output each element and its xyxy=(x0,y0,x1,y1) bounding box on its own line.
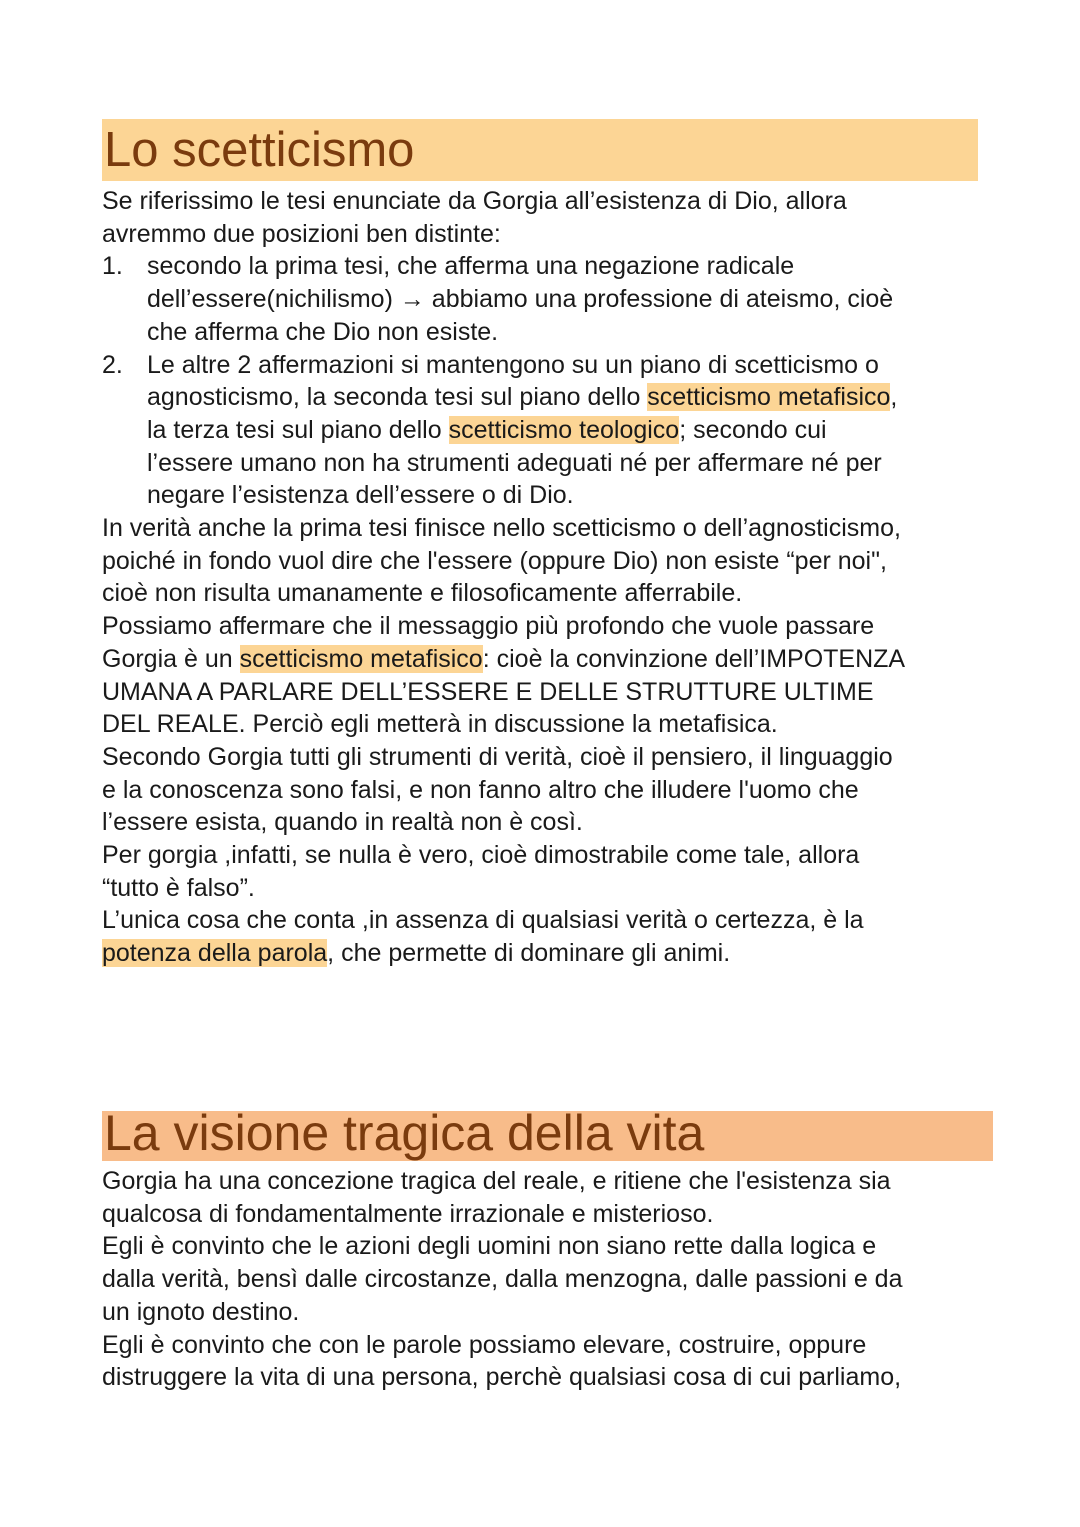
text-line xyxy=(102,937,1002,970)
text-line: qualcosa di fondamentalmente irrazionale e misterioso. xyxy=(102,1199,714,1228)
text-run: Gorgia è un xyxy=(102,644,240,673)
text-line: In verità anche la prima tesi finisce nello scetticismo o dell’agnosticismo, xyxy=(102,514,901,543)
text-line: poiché in fondo vuol dire che l'essere (oppure Dio) non esiste “per noi", xyxy=(102,546,887,575)
text-run: ; secondo cui xyxy=(679,415,827,444)
list-item xyxy=(102,250,1002,348)
section-body-scetticismo xyxy=(102,185,1002,970)
text-run: , che permette di dominare gli animi. xyxy=(327,939,731,968)
text-line: Egli è convinto che le azioni degli uomini non siano rette dalla logica e xyxy=(102,1232,877,1261)
text-line: negare l’esistenza dell’essere o di Dio. xyxy=(147,481,574,510)
numbered-list xyxy=(102,250,1002,512)
text-line: Per gorgia ,infatti, se nulla è vero, cioè dimostrabile come tale, allora xyxy=(102,841,860,870)
text-line: “tutto è falso”. xyxy=(102,873,255,902)
text-line: l’essere esista, quando in realtà non è così. xyxy=(102,808,583,837)
list-item xyxy=(102,349,1002,513)
text-line: un ignoto destino. xyxy=(102,1297,300,1326)
text-line: secondo la prima tesi, che afferma una negazione radicale xyxy=(147,252,795,281)
text-line: UMANA A PARLARE DELL’ESSERE E DELLE STRUTTURE ULTIME xyxy=(102,677,874,706)
text-run: agnosticismo, la seconda tesi sul piano dello xyxy=(147,383,648,412)
text-line: Egli è convinto che con le parole possiamo elevare, costruire, oppure xyxy=(102,1330,867,1359)
text-line: dalla verità, bensì dalle circostanze, dalla menzogna, dalle passioni e da xyxy=(102,1265,903,1294)
text-line: Le altre 2 affermazioni si mantengono su un piano di scetticismo o xyxy=(147,350,879,379)
section-title-visione-tragica: La visione tragica della vita xyxy=(102,1111,993,1161)
text-line: distruggere la vita di una persona, perchè qualsiasi cosa di cui parliamo, xyxy=(102,1363,902,1392)
highlight-scetticismo-metafisico-2: scetticismo metafisico xyxy=(239,644,483,673)
text-line: DEL REALE. Perciò egli metterà in discussione la metafisica. xyxy=(102,710,778,739)
text-line: cioè non risulta umanamente e filosoficamente afferrabile. xyxy=(102,579,743,608)
text-line: dell’essere(nichilismo) → abbiamo una professione di ateismo, cioè xyxy=(147,285,894,314)
text-line: Secondo Gorgia tutti gli strumenti di verità, cioè il pensiero, il linguaggio xyxy=(102,742,893,771)
section-title-scetticismo: Lo scetticismo xyxy=(102,119,978,181)
highlight-scetticismo-teologico: scetticismo teologico xyxy=(448,415,680,444)
text-line: che afferma che Dio non esiste. xyxy=(147,317,499,346)
text-run: la terza tesi sul piano dello xyxy=(147,415,449,444)
section-body-visione-tragica xyxy=(102,1165,1002,1394)
list-number: 1. xyxy=(102,252,123,281)
text-run: , xyxy=(890,383,898,412)
highlight-potenza-della-parola: potenza della parola xyxy=(102,939,328,968)
text-line xyxy=(102,643,1002,676)
text-line: Gorgia ha una concezione tragica del reale, e ritiene che l'esistenza sia xyxy=(102,1167,891,1195)
text-line: avremmo due posizioni ben distinte: xyxy=(102,219,501,248)
text-line: l’essere umano non ha strumenti adeguati né per affermare né per xyxy=(147,448,882,477)
highlight-scetticismo-metafisico: scetticismo metafisico xyxy=(647,383,891,412)
text-line: Se riferissimo le tesi enunciate da Gorgia all’esistenza di Dio, allora xyxy=(102,187,847,215)
text-line: L’unica cosa che conta ,in assenza di qualsiasi verità o certezza, è la xyxy=(102,906,864,935)
text-line: e la conoscenza sono falsi, e non fanno altro che illudere l'uomo che xyxy=(102,775,859,804)
text-run: : cioè la convinzione dell’IMPOTENZA xyxy=(482,644,906,673)
text-line: Possiamo affermare che il messaggio più profondo che vuole passare xyxy=(102,612,875,641)
list-number: 2. xyxy=(102,350,123,379)
text-line xyxy=(147,381,1002,414)
text-line xyxy=(147,414,1002,447)
